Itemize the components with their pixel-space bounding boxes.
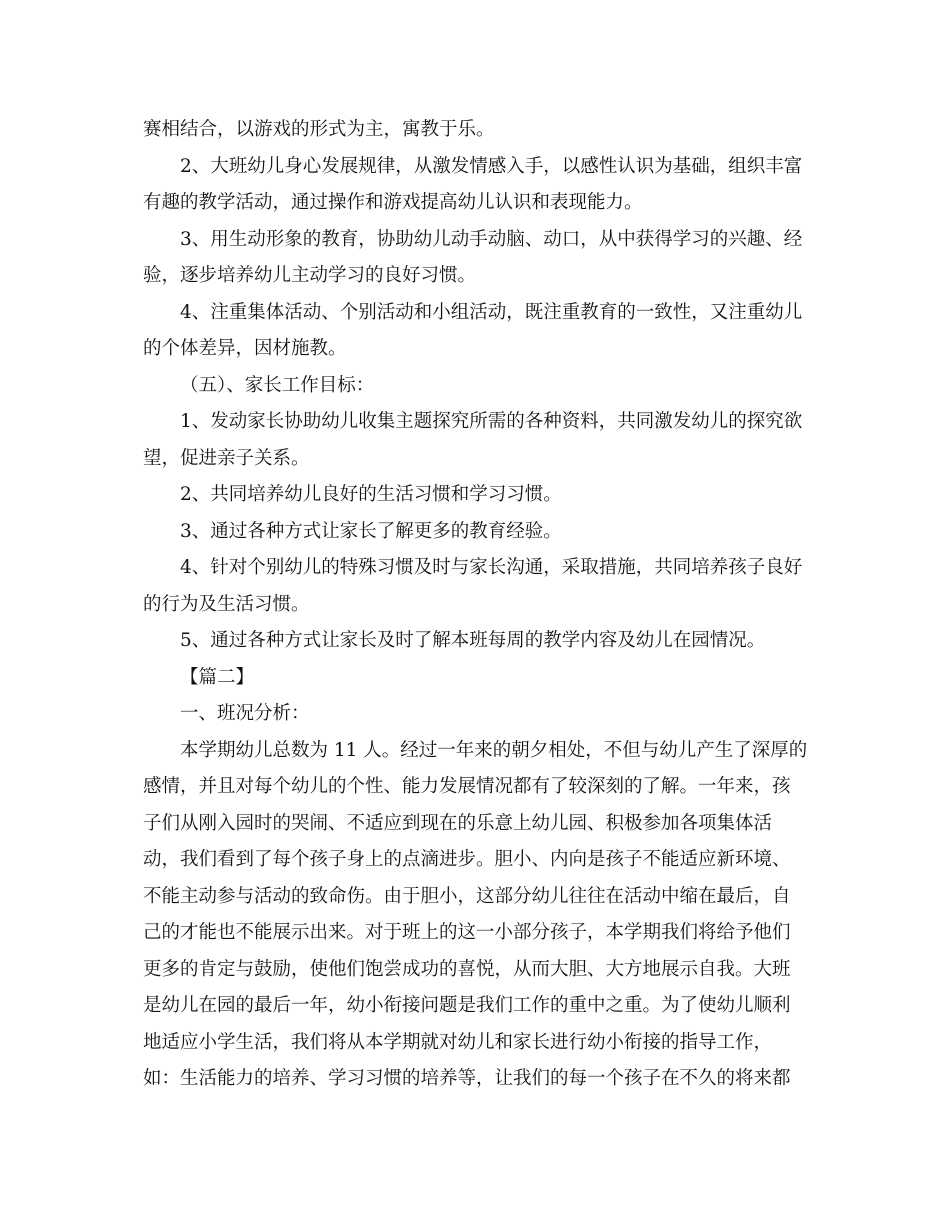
text-line: 感情，并且对每个幼儿的个性、能力发展情况都有了较深刻的了解。一年来，孩 (143, 776, 791, 797)
text-line: 4、注重集体活动、个别活动和小组活动，既注重教育的一致性，又注重幼儿 (180, 301, 803, 323)
text-line: 3、用生动形象的教育，协助幼儿动手动脑、动口，从中获得学习的兴趣、经 (180, 228, 803, 250)
text-line: 不能主动参与活动的致命伤。由于胆小，这部分幼儿往往在活动中缩在最后，自 (143, 885, 791, 907)
text-line: 4、针对个别幼儿的特殊习惯及时与家长沟通，采取措施，共同培养孩子良好 (180, 557, 803, 578)
text-line: 的行为及生活习惯。 (143, 593, 310, 615)
text-line: 地适应小学生活，我们将从本学期就对幼儿和家长进行幼小衔接的指导工作， (143, 1031, 773, 1053)
text-line: 有趣的教学活动，通过操作和游戏提高幼儿认识和表现能力。 (143, 192, 643, 213)
text-line: 1、发动家长协助幼儿收集主题探究所需的各种资料，共同激发幼儿的探究欲 (180, 411, 803, 432)
text-line: 更多的肯定与鼓励，使他们饱尝成功的喜悦，从而大胆、大方地展示自我。大班 (143, 958, 791, 980)
text-line: 如：生活能力的培养、学习习惯的培养等，让我们的每一个孩子在不久的将来都 (143, 1068, 791, 1089)
text-line: （五）、家长工作目标： (180, 374, 375, 396)
text-line: 2、共同培养幼儿良好的生活习惯和学习习惯。 (180, 484, 562, 505)
text-line: 本学期幼儿总数为 11 人。经过一年来的朝夕相处，不但与幼儿产生了深厚的 (180, 739, 808, 761)
text-line: 赛相结合，以游戏的形式为主，寓教于乐。 (143, 119, 495, 140)
text-line: 验，逐步培养幼儿主动学习的良好习惯。 (143, 265, 477, 286)
text-line: 子们从刚入园时的哭闹、不适应到现在的乐意上幼儿园、积极参加各项集体活 (143, 812, 773, 834)
text-line: 动，我们看到了每个孩子身上的点滴进步。胆小、内向是孩子不能适应新环境、 (143, 849, 791, 870)
text-line: 一、班况分析： (180, 703, 310, 724)
text-line: 是幼儿在园的最后一年，幼小衔接问题是我们工作的重中之重。为了使幼儿顺利 (143, 995, 791, 1016)
text-line: 2、大班幼儿身心发展规律，从激发情感入手，以感性认识为基础，组织丰富 (180, 155, 803, 177)
text-line: 己的才能也不能展示出来。对于班上的这一小部分孩子，本学期我们将给予他们 (143, 922, 791, 943)
text-line: 望，促进亲子关系。 (143, 447, 310, 469)
document-body (143, 112, 813, 1098)
text-line: 3、通过各种方式让家长了解更多的教育经验。 (180, 520, 562, 542)
text-line: 【篇二】 (180, 666, 255, 688)
text-line: 的个体差异，因材施教。 (143, 338, 347, 359)
text-line: 5、通过各种方式让家长及时了解本班每周的教学内容及幼儿在园情况。 (180, 630, 766, 651)
